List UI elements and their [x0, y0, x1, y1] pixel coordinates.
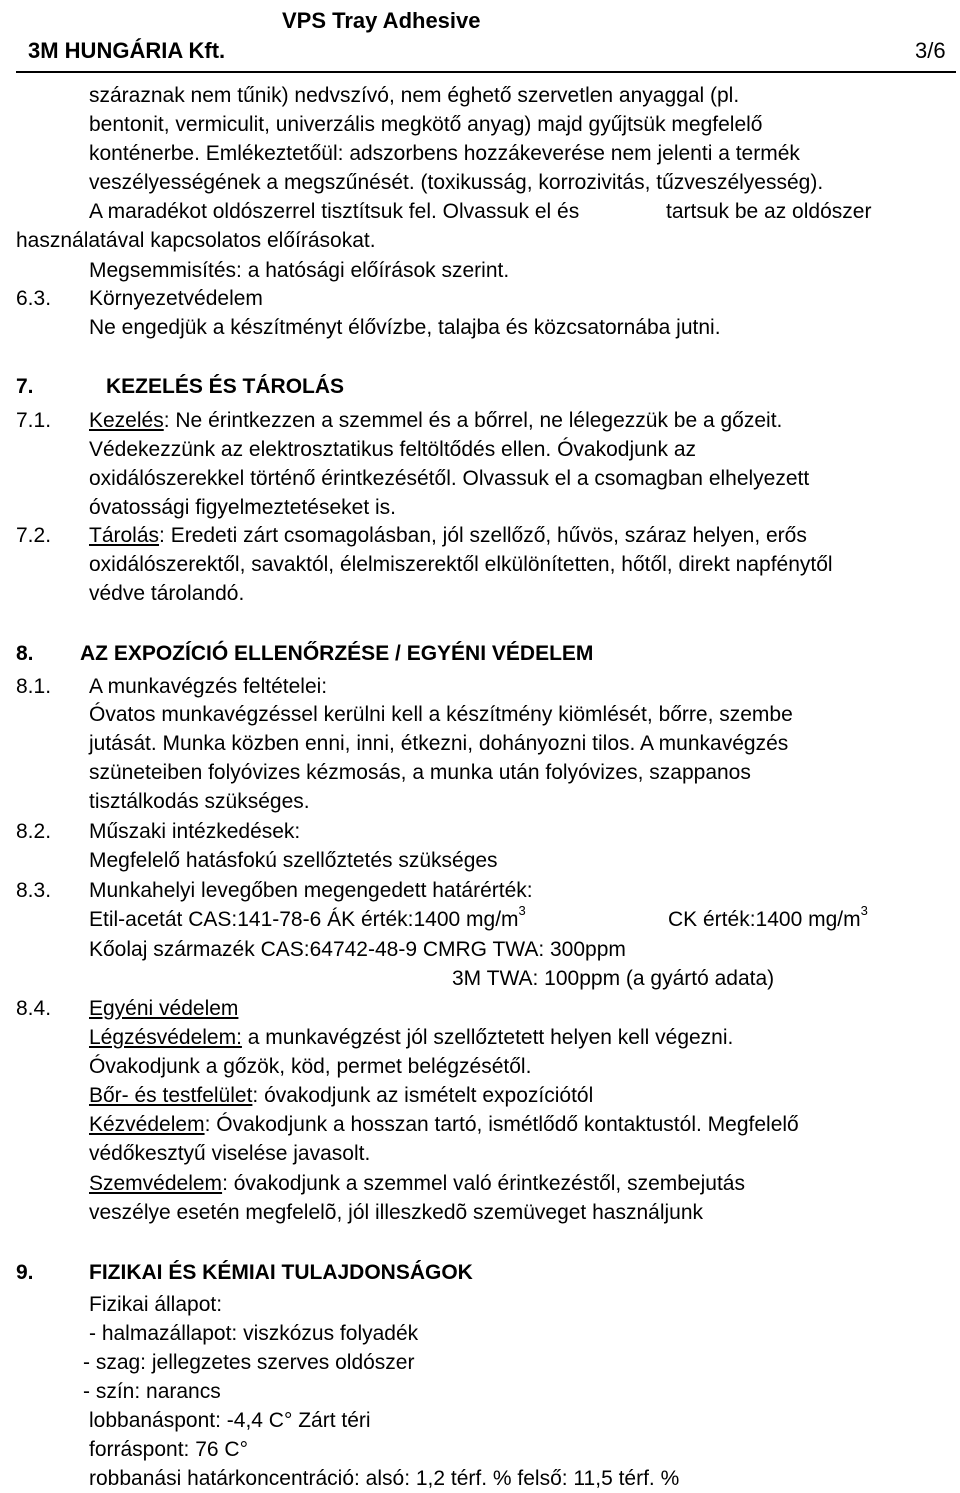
superscript: 3 [518, 903, 526, 918]
section-number: 7.1. [16, 409, 52, 432]
section-title: Egyéni védelem [89, 997, 239, 1020]
section-number: 7. [16, 375, 34, 398]
header-product: VPS Tray Adhesive [282, 8, 481, 33]
section-number: 9. [16, 1261, 34, 1284]
hand-text: : Óvakodjunk a hosszan tartó, ismétlődő kontaktustól. Megfelelő [204, 1113, 799, 1136]
text-line: Óvakodjunk a gőzök, köd, permet belégzésétől. [89, 1055, 532, 1078]
text-line: Fizikai állapot: [89, 1293, 223, 1316]
text-line: oxidálószerektől, savaktól, élelmiszerektől elkülönítetten, hőtől, direkt napfénytől [89, 553, 833, 576]
limit-ck: CK érték:1400 mg/m [668, 908, 861, 931]
section-number: 8. [16, 642, 34, 665]
text-line: lobbanáspont: -4,4 C° Zárt téri [89, 1409, 371, 1432]
section-title: Munkahelyi levegőben megengedett határérték: [89, 879, 533, 902]
text-line: tisztálkodás szükséges. [89, 790, 310, 813]
superscript: 3 [860, 903, 868, 918]
text-line: konténerbe. Emlékeztetőül: adszorbens hozzákeverése nem jelenti a termék [89, 142, 800, 165]
limit-value-line [668, 905, 868, 934]
header-company: 3M HUNGÁRIA Kft. [28, 38, 226, 63]
limit-value-line: 3M TWA: 100ppm (a gyártó adata) [452, 967, 775, 990]
handling-text: : Ne érintkezzen a szemmel és a bőrrel, ne lélegezzük be a gőzeit. [163, 409, 783, 432]
text-line: tartsuk be az oldószer [666, 200, 872, 223]
text-line: oxidálószerekkel történő érintkezésétől. Olvassuk el a csomagban elhelyezett [89, 467, 810, 490]
text-line: Védekezzünk az elektrosztatikus feltöltődés ellen. Óvakodjunk az [89, 438, 697, 461]
respiratory-text: a munkavégzést jól szellőztetett helyen kell végezni. [241, 1026, 734, 1049]
header-rule [16, 71, 956, 73]
section-title: Környezetvédelem [89, 287, 263, 310]
header-page-number: 3/6 [915, 38, 946, 63]
section-number: 8.3. [16, 879, 52, 902]
section-number: 7.2. [16, 524, 52, 547]
text-line [89, 1023, 733, 1052]
section-number: 8.1. [16, 675, 52, 698]
section-number: 8.4. [16, 997, 52, 1020]
text-line: - szag: jellegzetes szerves oldószer [83, 1351, 415, 1374]
text-line: A maradékot oldószerrel tisztítsuk fel. Olvassuk el és [89, 200, 580, 223]
text-line: óvatossági figyelmeztetéseket is. [89, 496, 396, 519]
section-number: 8.2. [16, 820, 52, 843]
text-line: Megfelelő hatásfokú szellőztetés szükséges [89, 849, 498, 872]
text-line: - halmazállapot: viszkózus folyadék [89, 1322, 419, 1345]
text-line: Ne engedjük a készítményt élővízbe, talajba és közcsatornába jutni. [89, 316, 721, 339]
skin-label: Bőr- és testfelület [89, 1084, 253, 1107]
text-line: Óvatos munkavégzéssel kerülni kell a készítmény kiömlését, bőrre, szembe [89, 703, 793, 726]
handling-label: Kezelés [89, 409, 164, 432]
limit-value-line [89, 905, 526, 934]
text-line: - szín: narancs [83, 1380, 221, 1403]
skin-text: : óvakodjunk az ismételt expozíciótól [252, 1084, 594, 1107]
text-line: robbanási határkoncentráció: alsó: 1,2 térf. % felső: 11,5 térf. % [89, 1467, 680, 1490]
text-line [89, 1110, 799, 1139]
section-heading: KEZELÉS ÉS TÁROLÁS [106, 375, 345, 398]
text-line [89, 1081, 593, 1110]
text-line: védve tárolandó. [89, 582, 245, 605]
section-number: 6.3. [16, 287, 52, 310]
text-line [89, 521, 807, 550]
storage-label: Tárolás [89, 524, 160, 547]
text-line: Megsemmisítés: a hatósági előírások szerint. [89, 259, 510, 282]
section-heading: FIZIKAI ÉS KÉMIAI TULAJDONSÁGOK [89, 1261, 473, 1284]
text-line: védőkesztyű viselése javasolt. [89, 1142, 371, 1165]
section-heading: AZ EXPOZÍCIÓ ELLENŐRZÉSE / EGYÉNI VÉDELEM [80, 642, 594, 665]
eye-label: Szemvédelem [89, 1172, 223, 1195]
limit-value-line: Kőolaj származék CAS:64742-48-9 CMRG TWA: 300ppm [89, 938, 626, 961]
hand-label: Kézvédelem [89, 1113, 205, 1136]
text-line: veszélyességének a megszűnését. (toxikusság, korrozivitás, tűzveszélyesség). [89, 171, 824, 194]
eye-text: : óvakodjunk a szemmel való érintkezéstől, szembejutás [222, 1172, 745, 1195]
storage-text: : Eredeti zárt csomagolásban, jól szellőző, hűvös, száraz helyen, erős [159, 524, 807, 547]
limit-ak: Etil-acetát CAS:141-78-6 ÁK érték:1400 mg/m [89, 908, 519, 931]
text-line: veszélye esetén megfelelõ, jól illeszkedõ szemüveget használjunk [89, 1201, 704, 1224]
text-line: jutását. Munka közben enni, inni, étkezni, dohányozni tilos. A munkavégzés [89, 732, 789, 755]
text-line: bentonit, vermiculit, univerzális megkötő anyag) majd gyűjtsük megfelelő [89, 113, 763, 136]
section-title: Műszaki intézkedések: [89, 820, 301, 843]
section-title: A munkavégzés feltételei: [89, 675, 328, 698]
text-line [89, 1169, 745, 1198]
text-line: forráspont: 76 C° [89, 1438, 248, 1461]
text-line [89, 406, 782, 435]
text-line: használatával kapcsolatos előírásokat. [16, 229, 376, 252]
text-line: száraznak nem tűnik) nedvszívó, nem éghető szervetlen anyaggal (pl. [89, 84, 740, 107]
respiratory-label: Légzésvédelem: [89, 1026, 242, 1049]
text-line: szüneteiben folyóvizes kézmosás, a munka után folyóvizes, szappanos [89, 761, 751, 784]
